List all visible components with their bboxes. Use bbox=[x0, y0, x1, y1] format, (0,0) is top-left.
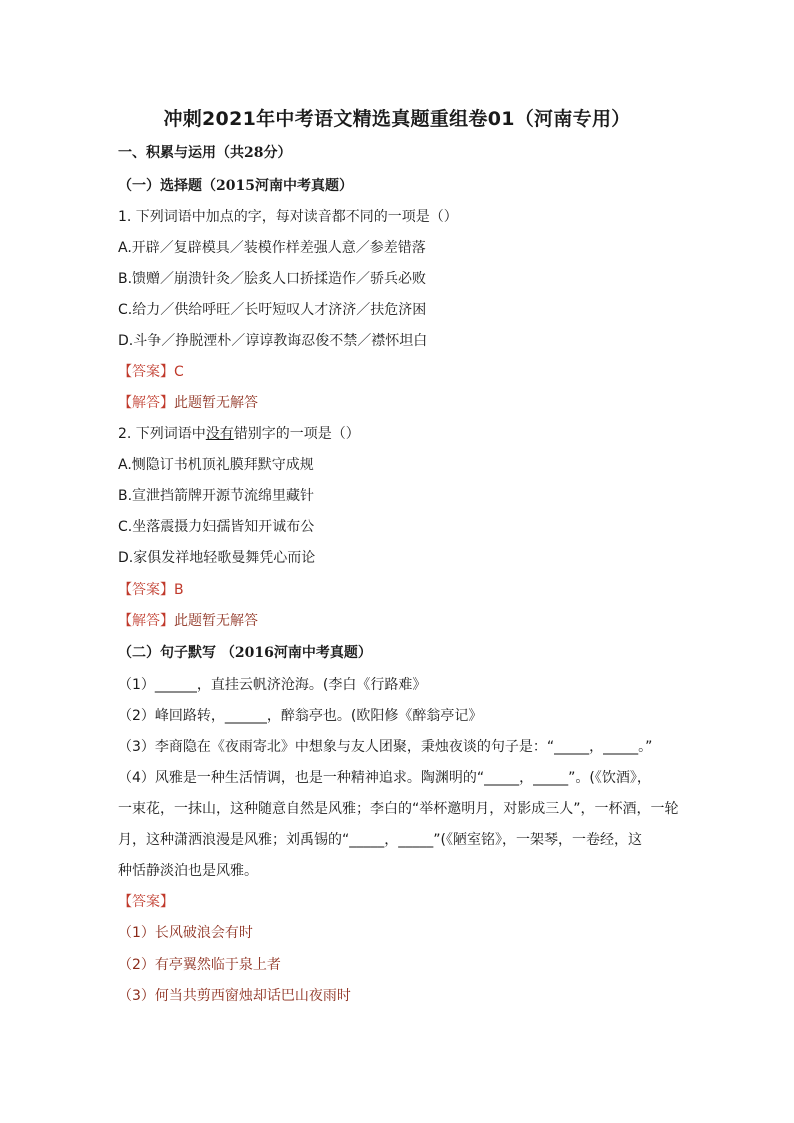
answer-value: C bbox=[174, 364, 184, 380]
question-2-stem bbox=[118, 424, 678, 444]
dictation-line-3: （3）李商隐在《夜雨寄北》中想象与友人团聚，秉烛夜谈的句子是：“_____，_____。” bbox=[118, 739, 653, 755]
analysis-value: 此题暂无解答 bbox=[174, 613, 258, 629]
dictation-answer-1: （1）长风破浪会有时 bbox=[118, 925, 253, 941]
question-1-answer bbox=[118, 362, 678, 382]
answer-label: 【答案】 bbox=[118, 364, 174, 380]
dictation-line-7: 种恬静淡泊也是风雅。 bbox=[118, 863, 258, 879]
question-1-analysis bbox=[118, 393, 678, 413]
question-2-analysis bbox=[118, 611, 678, 631]
analysis-label: 【解答】 bbox=[118, 613, 174, 629]
dictation-line-2: （2）峰回路转，______，醉翁亭也。(欧阳修《醉翁亭记》 bbox=[118, 708, 483, 724]
stem-part: 2. 下列词语中 bbox=[118, 426, 206, 442]
analysis-value: 此题暂无解答 bbox=[174, 395, 258, 411]
analysis-label: 【解答】 bbox=[118, 395, 174, 411]
dictation-line-4: （4）风雅是一种生活情调，也是一种精神追求。陶渊明的“_____，_____”。(《饮酒》， bbox=[118, 770, 651, 786]
dictation-answer-label: 【答案】 bbox=[118, 894, 174, 910]
dictation-line-1: （1）______，直挂云帆济沧海。(李白《行路难》 bbox=[118, 677, 427, 693]
question-2-answer bbox=[118, 580, 678, 600]
question-2-option-d: D.家俱发祥地轻歌曼舞凭心而论 bbox=[118, 550, 316, 566]
dictation-line-5: 一束花，一抹山，这种随意自然是风雅；李白的“举杯邀明月，对影成三人”，一杯酒，一轮 bbox=[118, 801, 679, 817]
question-2-option-a: A.恻隐订书机顶礼膜拜默守成规 bbox=[118, 457, 314, 473]
part-heading-dictation: （二）句子默写 （2016河南中考真题） bbox=[118, 645, 372, 661]
stem-emphasis: 没有 bbox=[205, 426, 234, 442]
question-1-option-d: D.斗争／挣脱湮朴／谆谆教诲忍俊不禁／襟怀坦白 bbox=[118, 333, 428, 349]
question-1-stem: 1. 下列词语中加点的字，每对读音都不同的一项是（） bbox=[118, 209, 458, 225]
answer-value: B bbox=[174, 582, 184, 598]
dictation-answer-3: （3）何当共剪西窗烛却话巴山夜雨时 bbox=[118, 988, 351, 1004]
stem-part: 错别字的一项是（） bbox=[233, 426, 360, 442]
question-2-option-c: C.坐落震摄力妇孺皆知开诚布公 bbox=[118, 519, 315, 535]
part-heading-choice: （一）选择题（2015河南中考真题） bbox=[118, 178, 353, 194]
dictation-line-6: 月，这种潇洒浪漫是风雅；刘禹锡的“_____，_____”(《陋室铭》，一架琴，一卷经，这 bbox=[118, 832, 642, 848]
section-heading: 一、积累与运用（共28分） bbox=[118, 145, 292, 161]
question-2-option-b: B.宣泄挡箭牌开源节流绵里藏针 bbox=[118, 488, 315, 504]
question-1-option-a: A.开辟／复辟模具／装模作样差强人意／参差错落 bbox=[118, 240, 426, 256]
document-title: 冲刺2021年中考语文精选真题重组卷01（河南专用） bbox=[163, 108, 631, 130]
answer-label: 【答案】 bbox=[118, 582, 174, 598]
question-1-option-c: C.给力／供给呼旺／长吁短叹人才济济／扶危济困 bbox=[118, 302, 427, 318]
dictation-answer-2: （2）有亭翼然临于泉上者 bbox=[118, 957, 281, 973]
question-1-option-b: B.馈赠／崩溃针灸／脍炙人口挢揉造作／骄兵必败 bbox=[118, 271, 427, 287]
